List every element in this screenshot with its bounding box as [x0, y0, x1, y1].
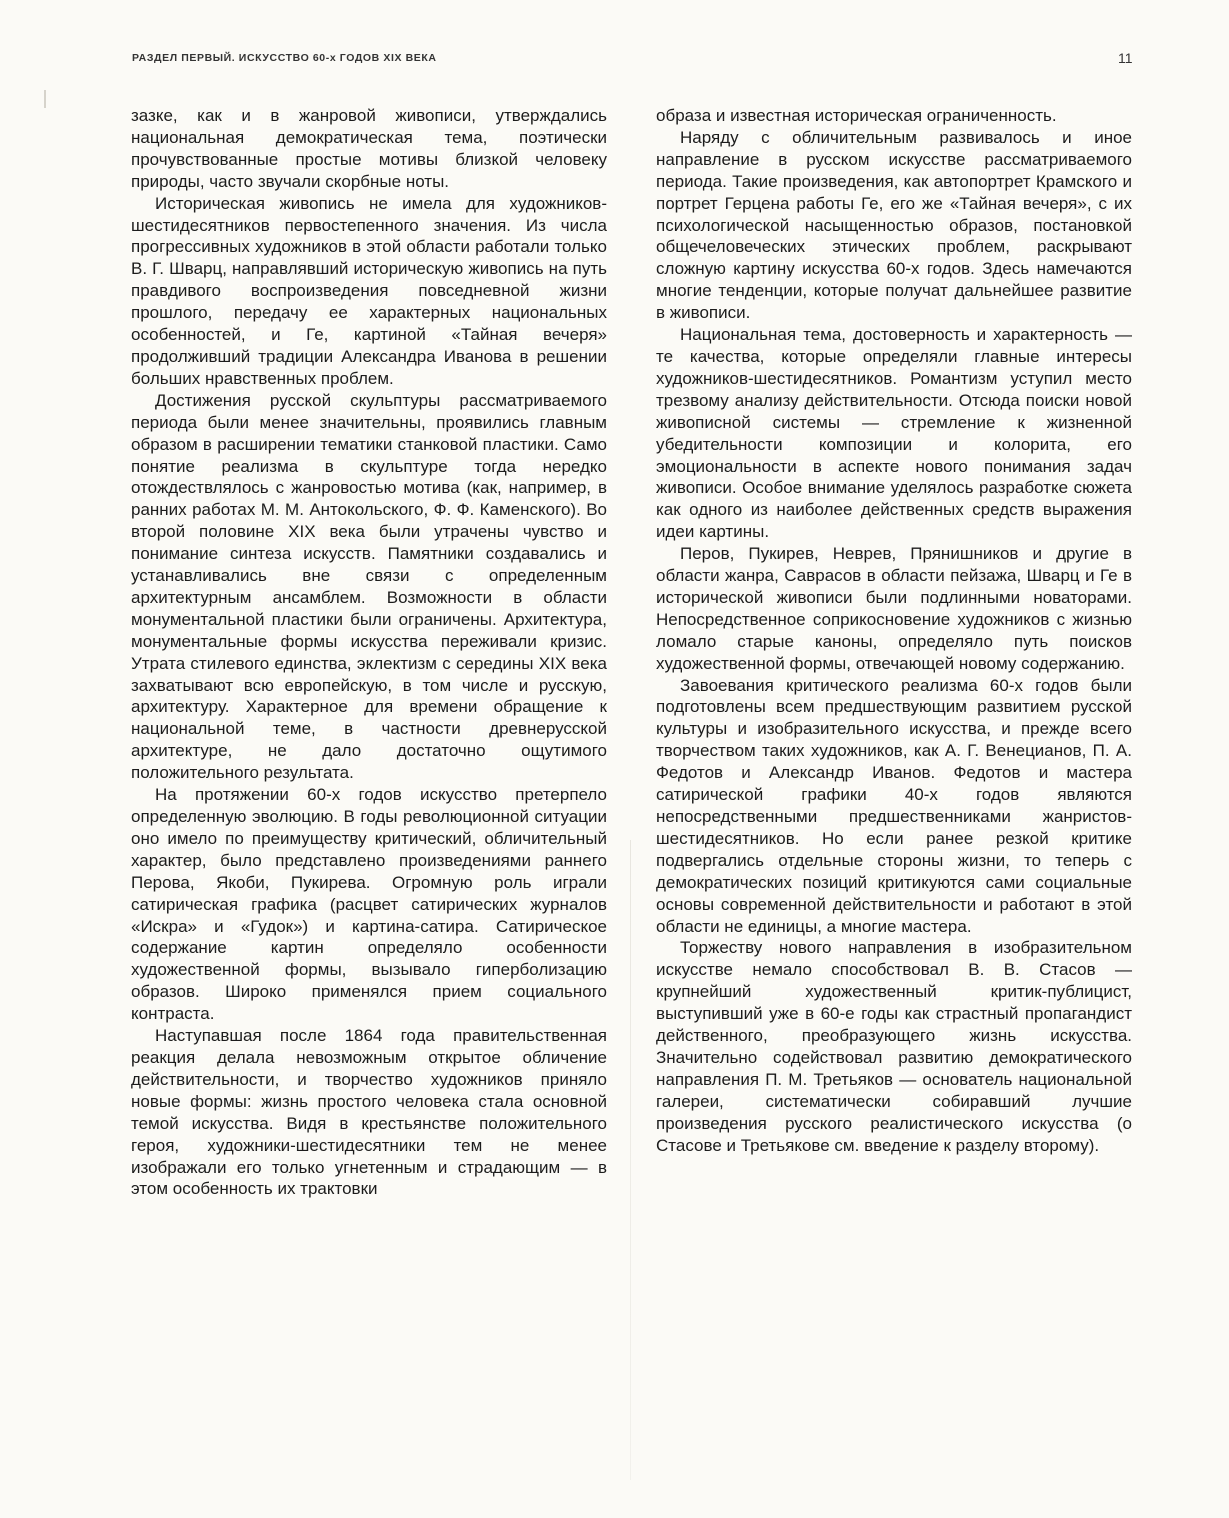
- paragraph: зазке, как и в жанровой живописи, утверждались национальная демократическая тема, поэтически прочувствованные простые мотивы близкой человеку природы, часто звучали скорбные ноты.: [131, 106, 607, 191]
- paragraph: Наряду с обличительным развивалось и иное направление в русском искусстве рассматриваемого периода. Такие произведения, как автопортрет Крамского и портрет Герцена работы Ге, его же «Тайная вечеря», с их психологической насыщенностью образов, постановкой общечеловеческих этических проблем, раскрывают сложную картину искусства 60-х годов. Здесь намечаются многие тенденции, которые получат дальнейшее развитие в живописи.: [656, 127, 1132, 323]
- paragraph: Торжеству нового направления в изобразительном искусстве немало способствовал В. В. Стасов — крупнейший художественный критик-публицист, выступивший уже в 60-е годы как страстный пропагандист действенного, преобразующего жизнь искусства. Значительно содействовал развитию демократического направления П. М. Третьяков — основатель национальной галереи, систематически собиравший лучшие произведения русского реалистического искусства (о Стасове и Третьякове см. введение к разделу второму).: [656, 938, 1132, 1155]
- running-head: РАЗДЕЛ ПЕРВЫЙ. ИСКУССТВО 60-х ГОДОВ XIX ВЕКА: [132, 52, 437, 64]
- page-fold-line: [630, 840, 631, 1480]
- paragraph: образа и известная историческая ограниченность.: [656, 106, 1057, 125]
- paragraph: Наступавшая после 1864 года правительственная реакция делала невозможным открытое обличение действительности, и творчество художников приняло новые формы: жизнь простого человека стала основной темой искусства. Видя в крестьянстве положительного героя, художники-шестидесятники тем не менее изображали его только угнетенным и страдающим — в этом особенность их трактовки: [131, 1026, 607, 1199]
- scan-artifact: [44, 90, 46, 108]
- paragraph: На протяжении 60-х годов искусство претерпело определенную эволюцию. В годы революционной ситуации оно имело по преимуществу критический, обличительный характер, было представлено произведениями раннего Перова, Якоби, Пукирева. Огромную роль играли сатирическая графика (расцвет сатирических журналов «Искра» и «Гудок») и картина-сатира. Сатирическое содержание картин определяло особенности художественной формы, вызывало гиперболизацию образов. Широко применялся прием социального контраста.: [131, 785, 607, 1024]
- paragraph: Достижения русской скульптуры рассматриваемого периода были менее значительны, проявились главным образом в расширении тематики станковой пластики. Само понятие реализма в скульптуре тогда нередко отождествлялось с жанровостью мотива (как, например, в ранних работах М. М. Антокольского, Ф. Ф. Каменского). Во второй половине XIX века были утрачены чувство и понимание синтеза искусств. Памятники создавались и устанавливались вне связи с определенным архитектурным ансамблем. Возможности в области монументальной пластики были ограничены. Архитектура, монументальные формы искусства переживали кризис. Утрата стилевого единства, эклектизм с середины XIX века захватывают всю европейскую, в том числе и русскую, архитектуру. Характерное для времени обращение к национальной теме, в частности древнерусской архитектуре, не дало достаточно ощутимого положительного результата.: [131, 390, 607, 783]
- left-column: [131, 105, 607, 1200]
- paragraph: Перов, Пукирев, Неврев, Прянишников и другие в области жанра, Саврасов в области пейзажа, Шварц и Ге в исторической живописи были подлинными новаторами. Непосредственное соприкосновение художников с жизнью ломало старые каноны, определяло путь поисков художественной формы, отвечающей новому содержанию.: [656, 544, 1132, 673]
- right-column: [656, 105, 1132, 1157]
- paragraph: Историческая живопись не имела для художников-шестидесятников первостепенного значения. Из числа прогрессивных художников в этой области работали только В. Г. Шварц, направлявший историческую живопись на путь правдивого воспроизведения повседневной жизни прошлого, передачу ее характерных национальных особенностей, и Ге, картиной «Тайная вечеря» продолживший традиции Александра Иванова в решении больших нравственных проблем.: [131, 193, 607, 388]
- page-number: 11: [1118, 50, 1133, 66]
- paragraph: Завоевания критического реализма 60-х годов были подготовлены всем предшествующим развитием русской культуры и изобразительного искусства, и прежде всего творчеством таких художников, как А. Г. Венецианов, П. А. Федотов и Александр Иванов. Федотов и мастера сатирической графики 40-х годов являются непосредственными предшественниками жанристов-шестидесятников. Но если ранее резкой критике подвергались отдельные стороны жизни, то теперь с демократических позиций критикуются сами социальные основы современной действительности и работают в этой области не единицы, а многие мастера.: [656, 675, 1132, 936]
- paragraph: Национальная тема, достоверность и характерность — те качества, которые определяли главные интересы художников-шестидесятников. Романтизм уступил место трезвому анализу действительности. Отсюда поиски новой живописной системы — стремление к жизненной убедительности композиции и колорита, его эмоциональности в аспекте нового понимания задач живописи. Особое внимание уделялось разработке сюжета как одного из наиболее действенных средств выражения идеи картины.: [656, 325, 1132, 542]
